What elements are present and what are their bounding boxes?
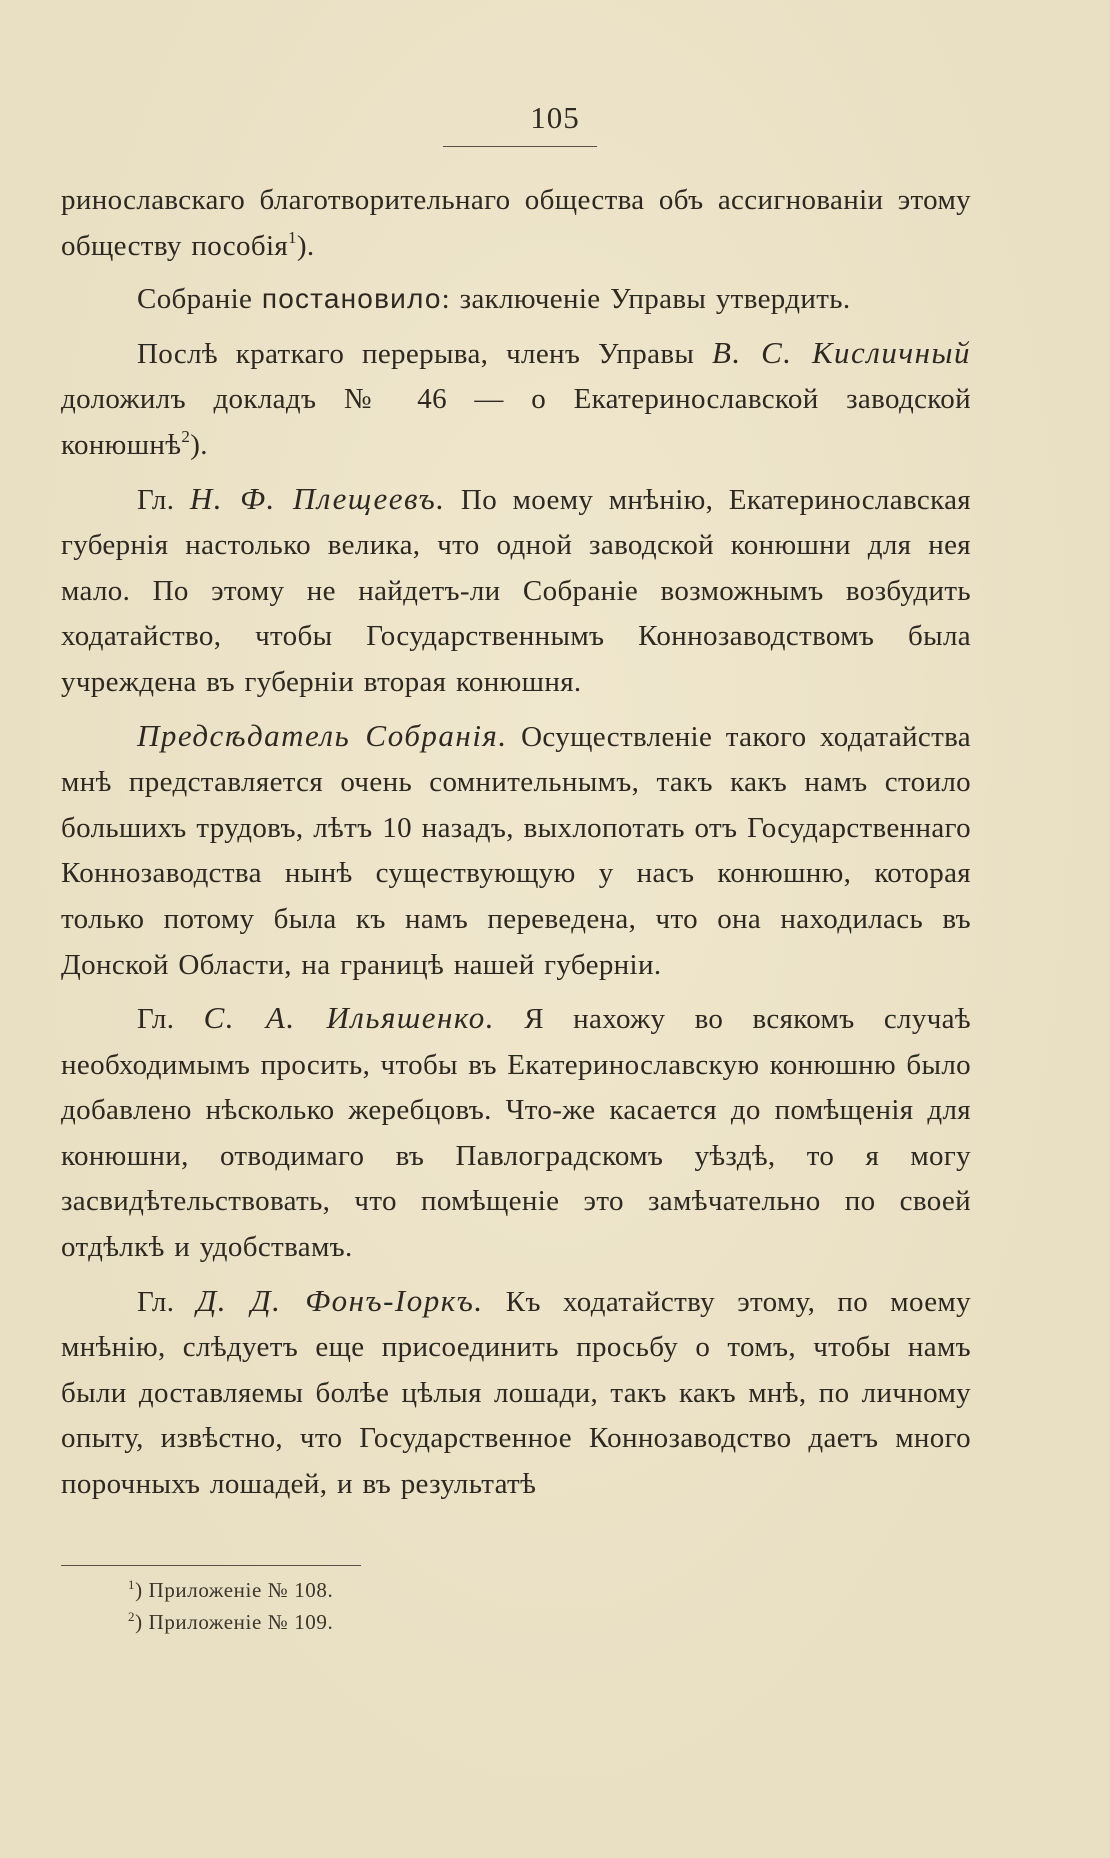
paragraph-1-text: ринославскаго благотворительнаго общества объ ассигнованіи этому обществу пособія <box>61 184 971 262</box>
paragraph-7 <box>61 1278 971 1508</box>
body-text <box>61 178 971 1515</box>
paragraph-3 <box>61 330 971 469</box>
speaker-prefix: Гл. <box>137 1285 197 1318</box>
speaker-prefix: Гл. <box>137 1003 204 1036</box>
footnote-mark: 2 <box>128 1609 136 1624</box>
footnote-1 <box>128 1574 333 1606</box>
speaker-name: Н. Ф. Плещеевъ. <box>189 480 446 516</box>
header-rule <box>443 146 597 147</box>
resolution-word: постановило <box>261 283 442 315</box>
paragraph-2-lead: Собраніе <box>137 283 262 316</box>
paragraph-3-lead: Послѣ краткаго перерыва, членъ Управы <box>137 337 712 370</box>
footnote-ref-2: 2 <box>181 426 191 446</box>
paragraph-6 <box>61 995 971 1271</box>
footnotes <box>128 1574 333 1638</box>
footnote-text: ) Приложеніе № 109. <box>135 1610 334 1634</box>
footnote-mark: 1 <box>128 1577 136 1592</box>
paragraph-1-tail: ). <box>296 229 315 262</box>
speaker-name: С. А. Ильяшенко. <box>203 1000 495 1036</box>
paragraph-5 <box>61 713 971 989</box>
speaker-name: Д. Д. Фонъ-Іоркъ. <box>196 1282 484 1318</box>
footnote-rule <box>61 1565 361 1566</box>
paragraph-4-text: По моему мнѣнію, Екатеринославская губернія настолько велика, что одной заводской конюшни для нея мало. По этому не найдетъ-ли Собраніе возможнымъ возбудить ходатайство, чтобы Государственнымъ Коннозаводствомъ была учреждена въ губерніи вторая конюшня. <box>61 483 971 698</box>
speaker-name: Предсѣдатель Собранія. <box>137 717 508 753</box>
page-number: 105 <box>530 100 580 135</box>
paragraph-3-text: доложилъ докладъ № 46 — о Екатеринославской заводской конюшнѣ <box>61 383 971 461</box>
paragraph-7-text: Къ ходатайству этому, по моему мнѣнію, слѣдуетъ еще присоединить просьбу о томъ, чтобы намъ были доставляемы болѣе цѣлыя лошади, такъ какъ мнѣ, по личному опыту, извѣстно, что Государственное Коннозаводство даетъ много порочныхъ лошадей, и въ результатѣ <box>61 1285 971 1501</box>
paragraph-3-tail: ). <box>190 428 208 461</box>
paragraph-6-text: Я нахожу во всякомъ случаѣ необходимымъ просить, чтобы въ Екатеринославскую конюшню было добавлено нѣсколько жеребцовъ. Что-же касается до помѣщенія для конюшни, отводимаго въ Павлоградскомъ уѣздѣ, то я могу засвидѣтельствовать, что помѣщеніе это замѣчательно по своей отдѣлкѣ и удобствамъ. <box>61 1003 971 1264</box>
footnote-2 <box>128 1606 333 1638</box>
paragraph-2-text: : заключеніе Управы утвердить. <box>441 283 851 316</box>
paragraph-1 <box>61 178 971 269</box>
paragraph-5-text: Осуществленіе такого ходатайства мнѣ представляется очень сомнительнымъ, такъ какъ намъ стоило большихъ трудовъ, лѣтъ 10 назадъ, выхлопотать отъ Государственнаго Коннозаводства нынѣ существующую у насъ конюшню, которая только потому была къ намъ переведена, что она находилась въ Донской Области, на границѣ нашей губерніи. <box>61 720 971 981</box>
footnote-ref-1: 1 <box>288 227 297 247</box>
speaker-name: В. С. Кисличный <box>711 334 971 370</box>
paragraph-4 <box>61 476 971 706</box>
paragraph-2 <box>61 276 971 323</box>
speaker-prefix: Гл. <box>137 483 190 516</box>
footnote-text: ) Приложеніе № 108. <box>135 1578 334 1602</box>
